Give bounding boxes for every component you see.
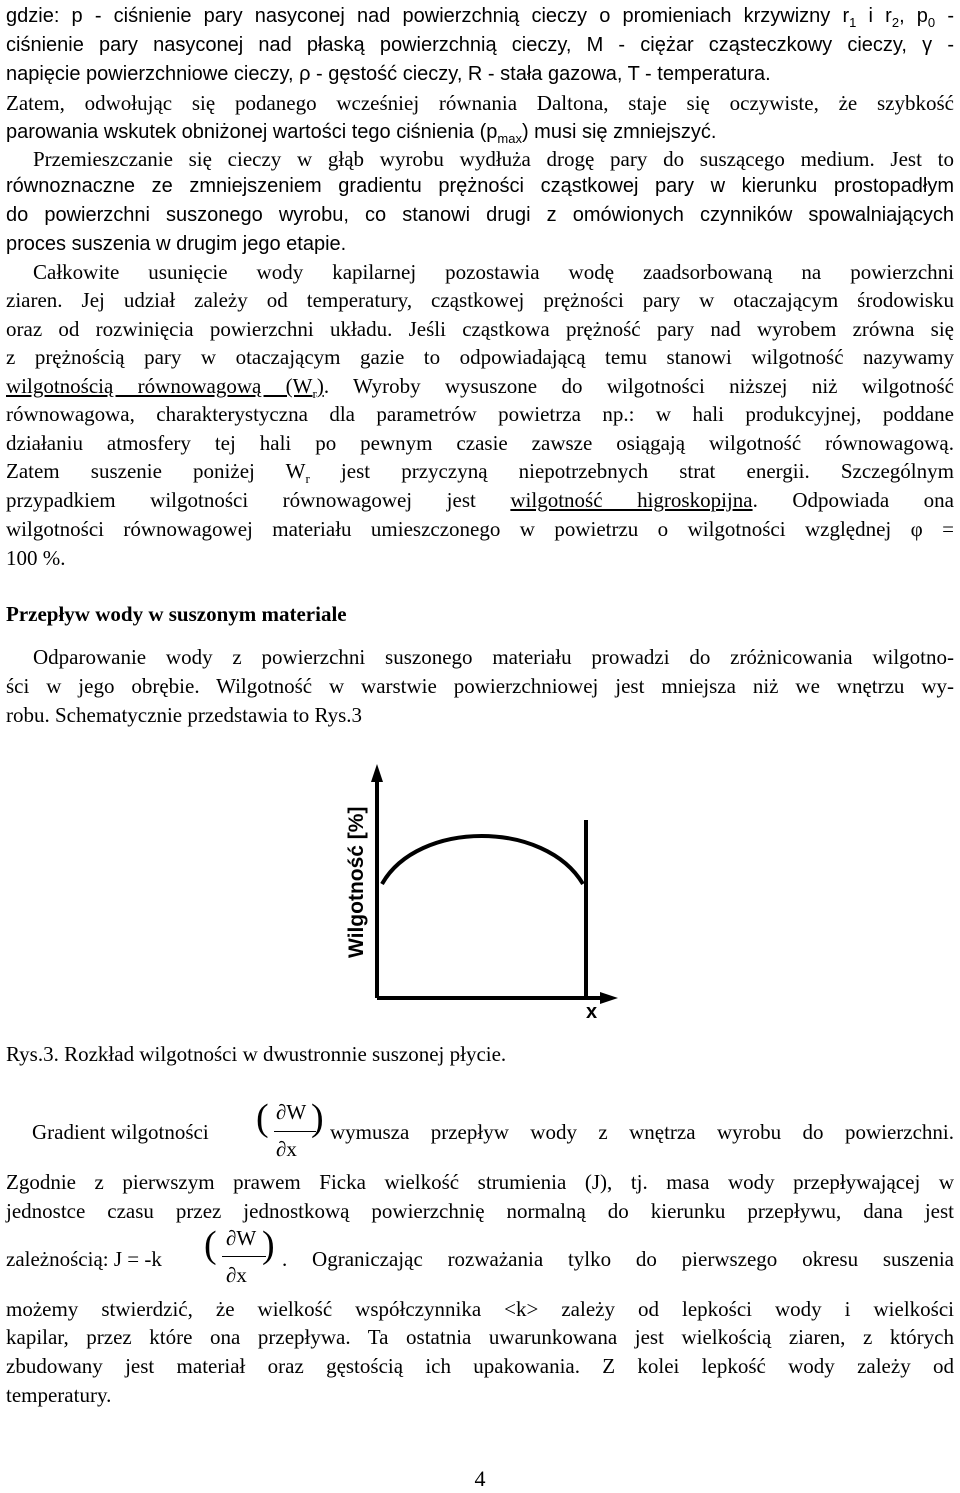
- text-line: temperatury.: [6, 1383, 112, 1407]
- fraction-bar: [274, 1131, 316, 1132]
- left-parenthesis: (: [256, 1097, 269, 1139]
- right-parenthesis: ): [311, 1097, 324, 1139]
- gradient-text: wymusza przepływ wody z wnętrza wyrobu do powierzchni.: [330, 1120, 954, 1144]
- text-segment: , p: [899, 5, 928, 27]
- fraction-denominator: ∂x: [226, 1263, 247, 1287]
- text-line: ciśnienie pary nasyconej nad płaską powierzchnią cieczy, M - ciężar cząsteczkowy cieczy, γ -: [6, 34, 954, 56]
- text-line: równowagowa, charakterystyczna dla parametrów powietrza np.: w hali produkcyjnej, poddane: [6, 402, 954, 426]
- text-line: ziaren. Jej udział zależy od temperatury, cząstkowej prężności pary w otaczającym środowisku: [6, 288, 954, 312]
- equation-prefix: zależnością: J = -k: [6, 1247, 162, 1271]
- text-line: wilgotności równowagowej materiału umieszczonego w powietrzu o wilgotności względnej φ =: [6, 517, 954, 541]
- text-line: robu. Schematycznie przedstawia to Rys.3: [6, 703, 363, 727]
- page-number: 4: [474, 1466, 486, 1491]
- x-axis-label: x: [586, 1001, 598, 1023]
- y-axis: [371, 764, 383, 998]
- right-parenthesis: ): [262, 1224, 275, 1266]
- text-line: oraz od rozwinięcia powierzchni układu. Jeśli cząstkowa prężność pary nad wyrobem zrówna się: [6, 317, 954, 341]
- moisture-curve: [382, 836, 583, 884]
- subscript: 2: [891, 15, 900, 30]
- fraction-bar: [222, 1256, 266, 1257]
- text-line: do powierzchni suszonego wyrobu, co stanowi drugi z omówionych czynników spowalniających: [6, 204, 954, 226]
- text-line: proces suszenia w drugim jego etapie.: [6, 233, 347, 255]
- text-segment: przypadkiem wilgotności równowagowej jest: [6, 488, 511, 512]
- text-line: Całkowite usunięcie wody kapilarnej pozostawia wodę zaadsorbowaną na powierzchni: [33, 260, 954, 284]
- subscript: r: [305, 471, 310, 487]
- underlined-term: wilgotność higroskopijna: [510, 488, 753, 512]
- equation-text: . Ograniczając rozważania tylko do pierwszego okresu suszenia: [282, 1247, 954, 1271]
- text-line: kapilar, przez które ona przepływa. Ta ostatnia uwarunkowana jest wielkością ziaren, z których: [6, 1325, 954, 1349]
- text-line: 100 %.: [6, 546, 66, 570]
- text-line: Odparowanie wody z powierzchni suszonego materiału prowadzi do zróżnicowania wilgotno-: [33, 645, 954, 669]
- text-segment: -: [935, 5, 954, 27]
- text-segment: jest przyczyną niepotrzebnych strat energii. Szczególnym: [309, 459, 954, 483]
- text-line: Zatem, odwołując się podanego wcześniej równania Daltona, staje się oczywiste, że szybkość: [6, 91, 954, 115]
- text-line: z prężnością pary w otaczającym gazie to odpowiadającą temu stanowi wilgotność nazywamy: [6, 345, 954, 369]
- x-axis: [377, 992, 618, 1004]
- left-parenthesis: (: [204, 1224, 217, 1266]
- figure-caption: Rys.3. Rozkład wilgotności w dwustronnie suszonej płycie.: [6, 1042, 507, 1066]
- text-line: Przemieszczanie się cieczy w głąb wyrobu wydłuża drogę pary do suszącego medium. Jest to: [33, 147, 954, 171]
- fraction-numerator: ∂W: [226, 1226, 257, 1250]
- subscript: 1: [849, 15, 857, 30]
- text-line: [6, 486, 954, 515]
- text-segment: parowania wskutek obniżonej wartości tego ciśnienia (p: [6, 121, 498, 143]
- section-heading: Przepływ wody w suszonym materiale: [6, 602, 347, 626]
- text-line: jednostce czasu przez jednostkową powierzchnię normalną do kierunku przepływu, dana jest: [6, 1199, 954, 1223]
- text-segment: ) musi się zmniejszyć.: [521, 121, 717, 143]
- text-line: działaniu atmosfery tej hali po pewnym czasie zawsze osiągają wilgotność równowagową.: [6, 431, 954, 455]
- text-line: ści w jego obrębie. Wilgotność w warstwie powierzchniowej jest mniejsza niż we wnętrzu wy-: [6, 674, 954, 698]
- gradient-label: Gradient wilgotności: [32, 1120, 209, 1144]
- text-segment: . Wyroby wysuszone do wilgotności niższej niż wilgotność: [323, 374, 955, 398]
- text-line: Zgodnie z pierwszym prawem Ficka wielkość strumienia (J), tj. masa wody przepływającej w: [6, 1170, 954, 1194]
- subscript: r: [312, 386, 317, 402]
- y-axis-arrowhead: [371, 764, 383, 782]
- text-segment: i r: [856, 5, 892, 27]
- text-segment: Zatem suszenie poniżej W: [6, 459, 306, 483]
- x-axis-arrowhead: [600, 992, 618, 1004]
- subscript: max: [497, 131, 522, 146]
- text-line: zbudowany jest materiał oraz gęstością ich upakowania. Z kolei lepkość wody zależy od: [6, 1354, 954, 1378]
- text-line: równoznaczne ze zmniejszeniem gradientu prężności cząstkowej pary w kierunku prostopadłym: [6, 175, 954, 197]
- y-axis-label: Wilgotność [%]: [345, 806, 368, 958]
- subscript: 0: [927, 15, 936, 30]
- fraction-denominator: ∂x: [276, 1137, 297, 1161]
- underlined-term: [6, 374, 324, 402]
- text-segment: wilgotnością równowagową (W: [6, 374, 313, 398]
- text-segment: gdzie: p - ciśnienie pary nasyconej nad powierzchnią cieczy o promieniach krzywizny r: [6, 5, 850, 27]
- text-line: możemy stwierdzić, że wielkość współczynnika <k> zależy od lepkości wody i wielkości: [6, 1297, 954, 1321]
- text-segment: . Odpowiada ona: [752, 488, 954, 512]
- text-line: napięcie powierzchniowe cieczy, ρ - gęstość cieczy, R - stała gazowa, T - temperatura.: [6, 63, 771, 85]
- text-segment: ): [316, 374, 324, 398]
- fraction-numerator: ∂W: [276, 1100, 307, 1124]
